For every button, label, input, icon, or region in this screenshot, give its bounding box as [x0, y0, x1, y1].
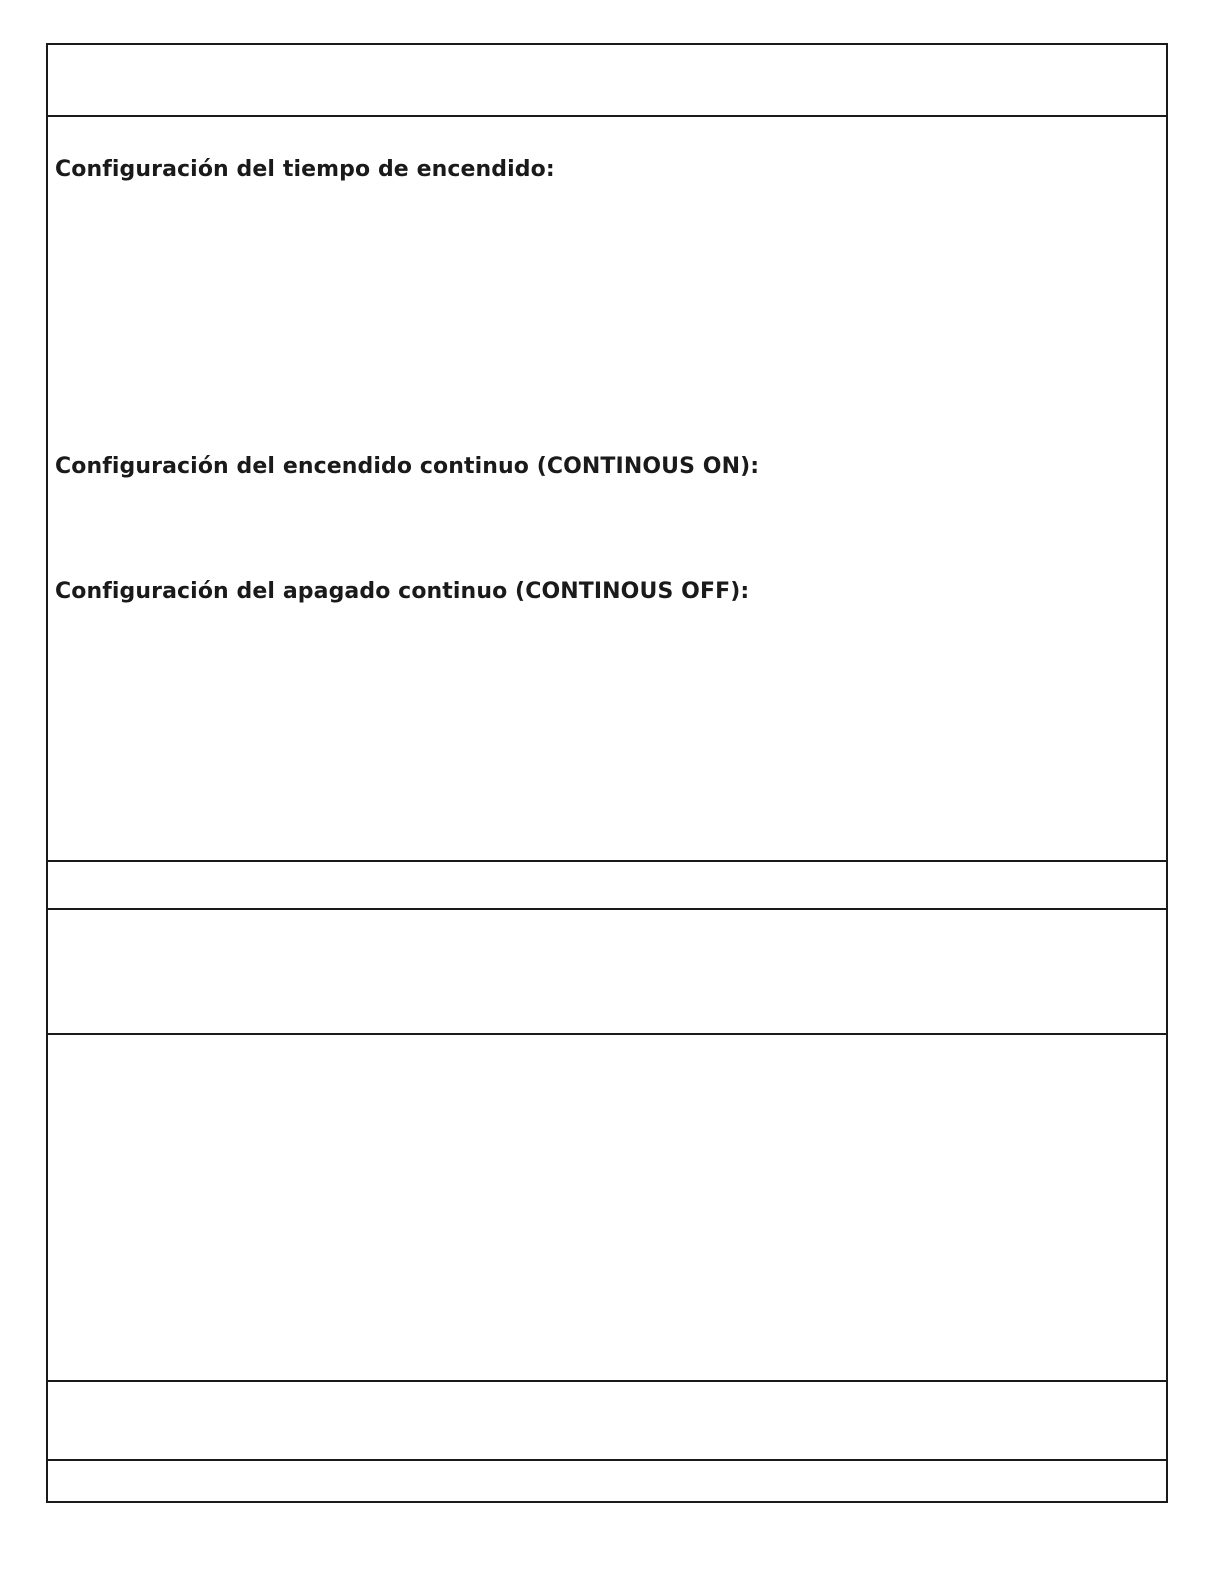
heading-continuous-on: Configuración del encendido continuo (CONTINOUS ON):	[55, 454, 760, 479]
divider-header	[48, 115, 1166, 117]
heading-continuous-off: Configuración del apagado continuo (CONTINOUS OFF):	[55, 579, 750, 604]
divider-section-3	[48, 1033, 1166, 1035]
heading-power-on-time: Configuración del tiempo de encendido:	[55, 157, 555, 182]
divider-section-4	[48, 1380, 1166, 1382]
divider-section-1	[48, 860, 1166, 862]
page-frame	[46, 43, 1168, 1503]
divider-section-2	[48, 908, 1166, 910]
divider-section-5	[48, 1459, 1166, 1461]
